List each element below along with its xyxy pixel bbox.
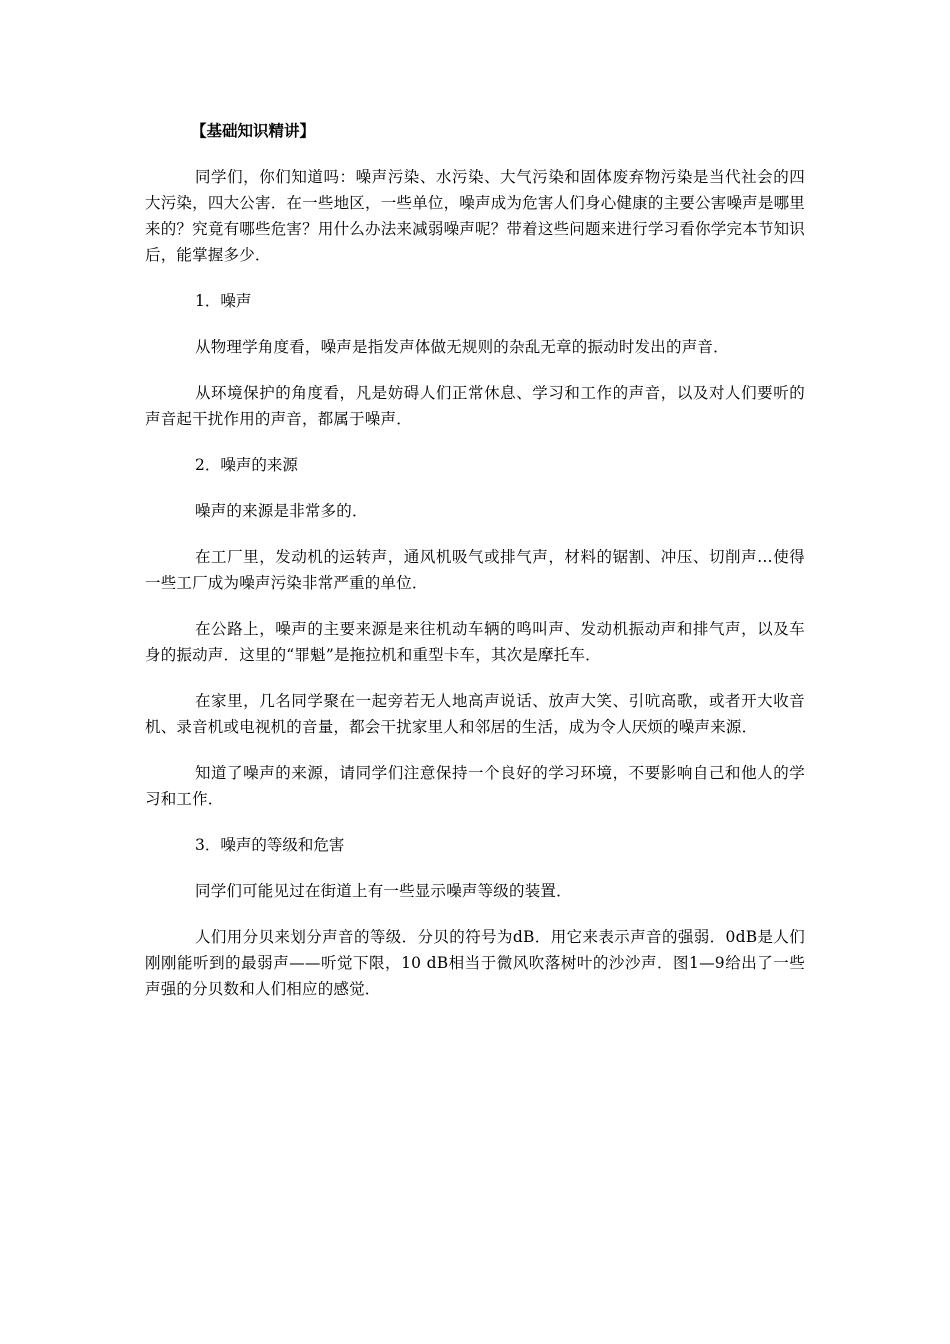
noise-sources-conclusion: 知道了噪声的来源，请同学们注意保持一个良好的学习环境，不要影响自己和他人的学习和工作． (145, 764, 805, 808)
section-1-title: 1．噪声 (195, 292, 252, 310)
noise-sources-intro: 噪声的来源是非常多的． (195, 502, 368, 520)
decibel-explanation: 人们用分贝来划分声音的等级．分贝的符号为dB．用它来表示声音的强弱．0dB是人们刚刚能听到的最弱声——听觉下限，10 dB相当于微风吹落树叶的沙沙声．图1—9给出了一些声强的分贝数和人们相应的感觉． (145, 928, 805, 998)
noise-sources-home: 在家里，几名同学聚在一起旁若无人地高声说话、放声大笑、引吭高歌，或者开大收音机、录音机或电视机的音量，都会干扰家里人和邻居的生活，成为令人厌烦的噪声来源． (145, 692, 805, 736)
noise-level-devices: 同学们可能见过在街道上有一些显示噪声等级的装置． (195, 882, 572, 900)
noise-definition-environment: 从环境保护的角度看，凡是妨碍人们正常休息、学习和工作的声音，以及对人们要听的声音起干扰作用的声音，都属于噪声． (145, 384, 805, 428)
document-body (145, 118, 805, 1022)
noise-sources-road: 在公路上，噪声的主要来源是来往机动车辆的鸣叫声、发动机振动声和排气声，以及车身的振动声．这里的“罪魁”是拖拉机和重型卡车，其次是摩托车． (145, 620, 805, 664)
noise-definition-physics: 从物理学角度看，噪声是指发声体做无规则的杂乱无章的振动时发出的声音． (195, 338, 729, 356)
noise-sources-factory: 在工厂里，发动机的运转声，通风机吸气或排气声，材料的锯割、冲压、切削声…使得一些工厂成为噪声污染非常严重的单位． (145, 548, 805, 592)
intro-paragraph: 同学们，你们知道吗：噪声污染、水污染、大气污染和固体废弃物污染是当代社会的四大污染，四大公害．在一些地区，一些单位，噪声成为危害人们身心健康的主要公害噪声是哪里来的？究竟有哪些危害？用什么办法来减弱噪声呢？带着这些问题来进行学习看你学完本节知识后，能掌握多少． (145, 168, 805, 264)
section-2-title: 2．噪声的来源 (195, 456, 298, 474)
section-3-title: 3．噪声的等级和危害 (195, 836, 345, 854)
section-heading: 【基础知识精讲】 (191, 122, 316, 140)
